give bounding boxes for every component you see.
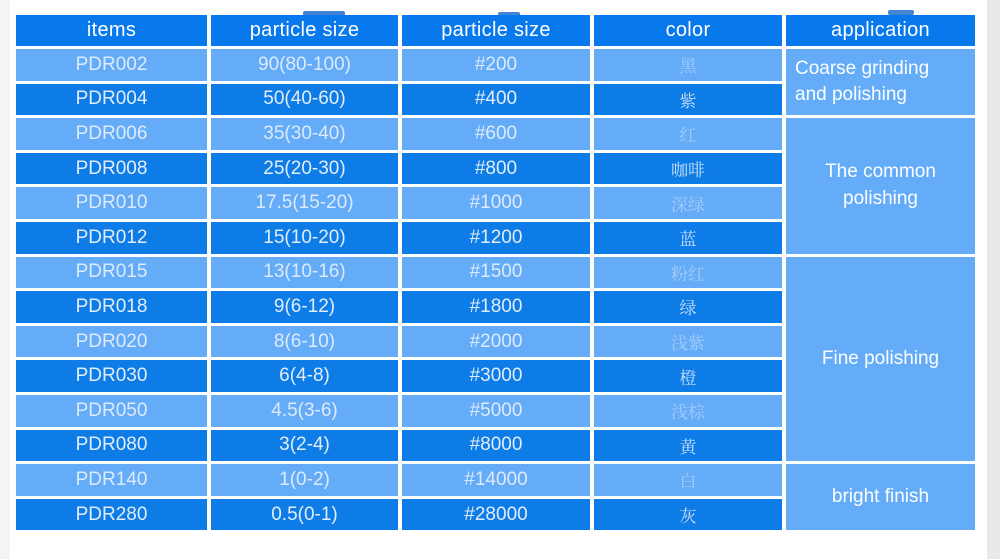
- application-cell: The common polishing: [786, 118, 975, 253]
- product-spec-table: [16, 15, 975, 530]
- color-cell: 灰: [594, 499, 782, 531]
- header-particle-size-um: particle size: [211, 15, 398, 46]
- color-cell: 紫: [594, 84, 782, 116]
- item-cell: PDR004: [16, 84, 207, 116]
- color-cell: 橙: [594, 360, 782, 392]
- item-cell: PDR030: [16, 360, 207, 392]
- color-cell: 浅紫: [594, 326, 782, 358]
- header-items: items: [16, 15, 207, 46]
- mesh-cell: #3000: [402, 360, 590, 392]
- mesh-cell: #600: [402, 118, 590, 150]
- item-cell: PDR020: [16, 326, 207, 358]
- particle-size-cell: 15(10-20): [211, 222, 398, 254]
- item-cell: PDR050: [16, 395, 207, 427]
- color-cell: 黄: [594, 430, 782, 462]
- particle-size-cell: 50(40-60): [211, 84, 398, 116]
- mesh-cell: #5000: [402, 395, 590, 427]
- item-cell: PDR012: [16, 222, 207, 254]
- mesh-cell: #800: [402, 153, 590, 185]
- item-cell: PDR018: [16, 291, 207, 323]
- particle-size-cell: 13(10-16): [211, 257, 398, 289]
- mesh-cell: #1500: [402, 257, 590, 289]
- particle-size-cell: 9(6-12): [211, 291, 398, 323]
- item-cell: PDR002: [16, 49, 207, 81]
- mesh-cell: #1200: [402, 222, 590, 254]
- header-color: color: [594, 15, 782, 46]
- particle-size-cell: 25(20-30): [211, 153, 398, 185]
- particle-size-cell: 90(80-100): [211, 49, 398, 81]
- color-cell: 白: [594, 464, 782, 496]
- color-cell: 黑: [594, 49, 782, 81]
- color-cell: 深绿: [594, 187, 782, 219]
- particle-size-cell: 0.5(0-1): [211, 499, 398, 531]
- mesh-cell: #2000: [402, 326, 590, 358]
- color-cell: 浅棕: [594, 395, 782, 427]
- color-cell: 绿: [594, 291, 782, 323]
- item-cell: PDR008: [16, 153, 207, 185]
- item-cell: PDR006: [16, 118, 207, 150]
- header-application: application: [786, 15, 975, 46]
- application-cell: bright finish: [786, 464, 975, 530]
- particle-size-cell: 6(4-8): [211, 360, 398, 392]
- mesh-cell: #28000: [402, 499, 590, 531]
- color-cell: 红: [594, 118, 782, 150]
- item-cell: PDR140: [16, 464, 207, 496]
- particle-size-cell: 8(6-10): [211, 326, 398, 358]
- item-cell: PDR015: [16, 257, 207, 289]
- color-cell: 蓝: [594, 222, 782, 254]
- header-particle-size-mesh: particle size: [402, 15, 590, 46]
- mesh-cell: #1000: [402, 187, 590, 219]
- particle-size-cell: 35(30-40): [211, 118, 398, 150]
- particle-size-cell: 1(0-2): [211, 464, 398, 496]
- item-cell: PDR010: [16, 187, 207, 219]
- left-edge-strip: [0, 0, 10, 559]
- application-cell: Coarse grinding and polishing: [786, 49, 975, 115]
- item-cell: PDR280: [16, 499, 207, 531]
- mesh-cell: #200: [402, 49, 590, 81]
- mesh-cell: #1800: [402, 291, 590, 323]
- mesh-cell: #400: [402, 84, 590, 116]
- application-cell: Fine polishing: [786, 257, 975, 462]
- particle-size-cell: 17.5(15-20): [211, 187, 398, 219]
- mesh-cell: #14000: [402, 464, 590, 496]
- mesh-cell: #8000: [402, 430, 590, 462]
- item-cell: PDR080: [16, 430, 207, 462]
- particle-size-cell: 3(2-4): [211, 430, 398, 462]
- right-edge-strip: [987, 0, 1000, 559]
- color-cell: 咖啡: [594, 153, 782, 185]
- color-cell: 粉红: [594, 257, 782, 289]
- particle-size-cell: 4.5(3-6): [211, 395, 398, 427]
